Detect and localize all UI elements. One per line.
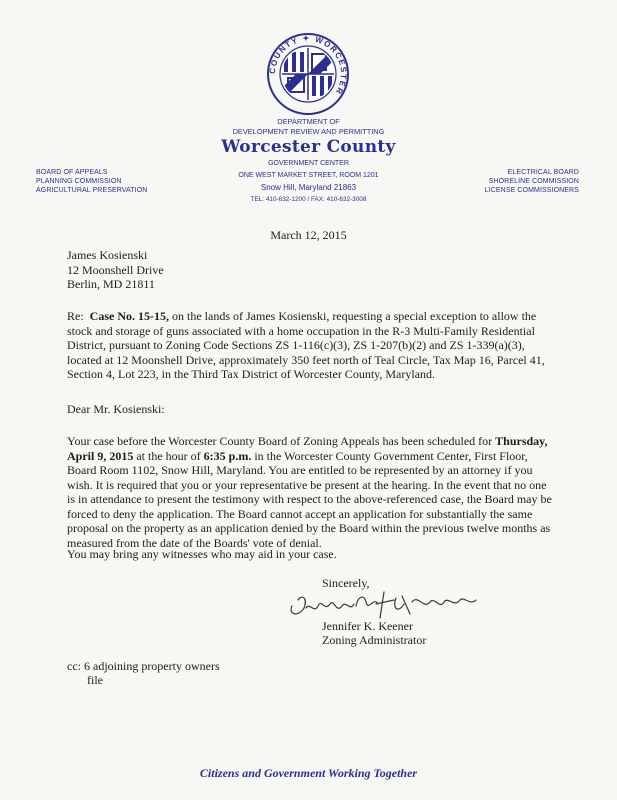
letterhead-center	[180, 117, 437, 204]
signer-title: Zoning Administrator	[322, 633, 427, 647]
re-description: on the lands of James Kosienski, requesting a special exception to allow the stock and storage of guns associated with a home occupation in the R-3 Multi-Family Residential District, pursuant to Zoning Code Sections ZS 1-116(c)(3), ZS 1-207(b)(2) and ZS 1-339(a)(3), located at 12 Moonshell Drive, approximately 350 feet north of Teal Circle, Tax Map 16, Parcel 41, Section 4, Lot 223, in the Third Tax District of Worcester County, Maryland.	[67, 309, 545, 381]
recipient-city: Berlin, MD 21811	[67, 277, 155, 291]
right-board-item: LICENSE COMMISSIONERS	[484, 187, 579, 194]
right-board-item: SHORELINE COMMISSION	[488, 178, 579, 185]
re-paragraph	[67, 309, 553, 382]
body-intro: Your case before the Worcester County Board of Zoning Appeals has been scheduled for	[67, 434, 496, 448]
signer-name: Jennifer K. Keener	[322, 619, 413, 633]
hearing-time: 6:35 p.m.	[203, 448, 252, 463]
hearing-date: Thursday, April 9, 2015	[67, 434, 548, 463]
re-case-number: Case No. 15-15,	[89, 309, 169, 323]
body-rest: in the Worcester County Government Center, First Floor, Board Room 1102, Snow Hill, Maryland. You are entitled to be represented by an attorney if you wish. It is required that you or your representative be present at the hearing. In the event that no one is in attendance to present the testimony with respect to the above-referenced case, the Board may be forced to deny the application. The Board cannot accept an application for substantially the same proposal on the property as an application denied by the Board within the previous twelve months as measured from the date of the Boards' vote of denial.	[67, 448, 552, 550]
department-line-2: DEVELOPMENT REVIEW AND PERMITTING	[232, 126, 385, 136]
left-board-item: AGRICULTURAL PRESERVATION	[36, 187, 148, 194]
street-address: ONE WEST MARKET STREET, ROOM 1201	[238, 172, 379, 179]
recipient-address	[67, 248, 164, 292]
body-mid: at the hour of	[133, 448, 204, 463]
cc-line: cc: 6 adjoining property owners	[67, 659, 220, 673]
right-board-item: ELECTRICAL BOARD	[507, 169, 579, 176]
handwritten-signature	[284, 584, 494, 624]
footer-motto: Citizens and Government Working Together	[199, 766, 418, 780]
government-center: GOVERNMENT CENTER	[268, 160, 349, 167]
closing-paragraph: You may bring any witnesses who may aid in your case.	[67, 547, 337, 561]
left-board-item: BOARD OF APPEALS	[36, 169, 108, 176]
seal-text: COUNTY ✦ WORCESTER	[267, 33, 349, 97]
left-board-item: PLANNING COMMISSION	[36, 178, 122, 185]
county-name: Worcester County	[221, 137, 396, 157]
department-line-1: DEPARTMENT OF	[277, 117, 340, 126]
body-paragraph	[67, 434, 553, 550]
left-boards-list	[36, 168, 147, 195]
sign-off: Sincerely,	[322, 576, 370, 590]
city-address: Snow Hill, Maryland 21863	[260, 183, 357, 192]
county-seal-logo	[266, 32, 350, 116]
maryland-flag-icon	[282, 48, 334, 100]
recipient-street: 12 Moonshell Drive	[67, 262, 164, 277]
re-label: Re:	[67, 309, 84, 323]
cc-file: file	[87, 673, 103, 687]
letter-date: March 12, 2015	[270, 228, 347, 242]
salutation: Dear Mr. Kosienski:	[67, 402, 165, 416]
recipient-name: James Kosienski	[67, 248, 148, 262]
phone-fax: TEL: 410-632-1200 / FAX: 410-632-3008	[250, 196, 367, 203]
right-boards-list	[485, 168, 579, 195]
